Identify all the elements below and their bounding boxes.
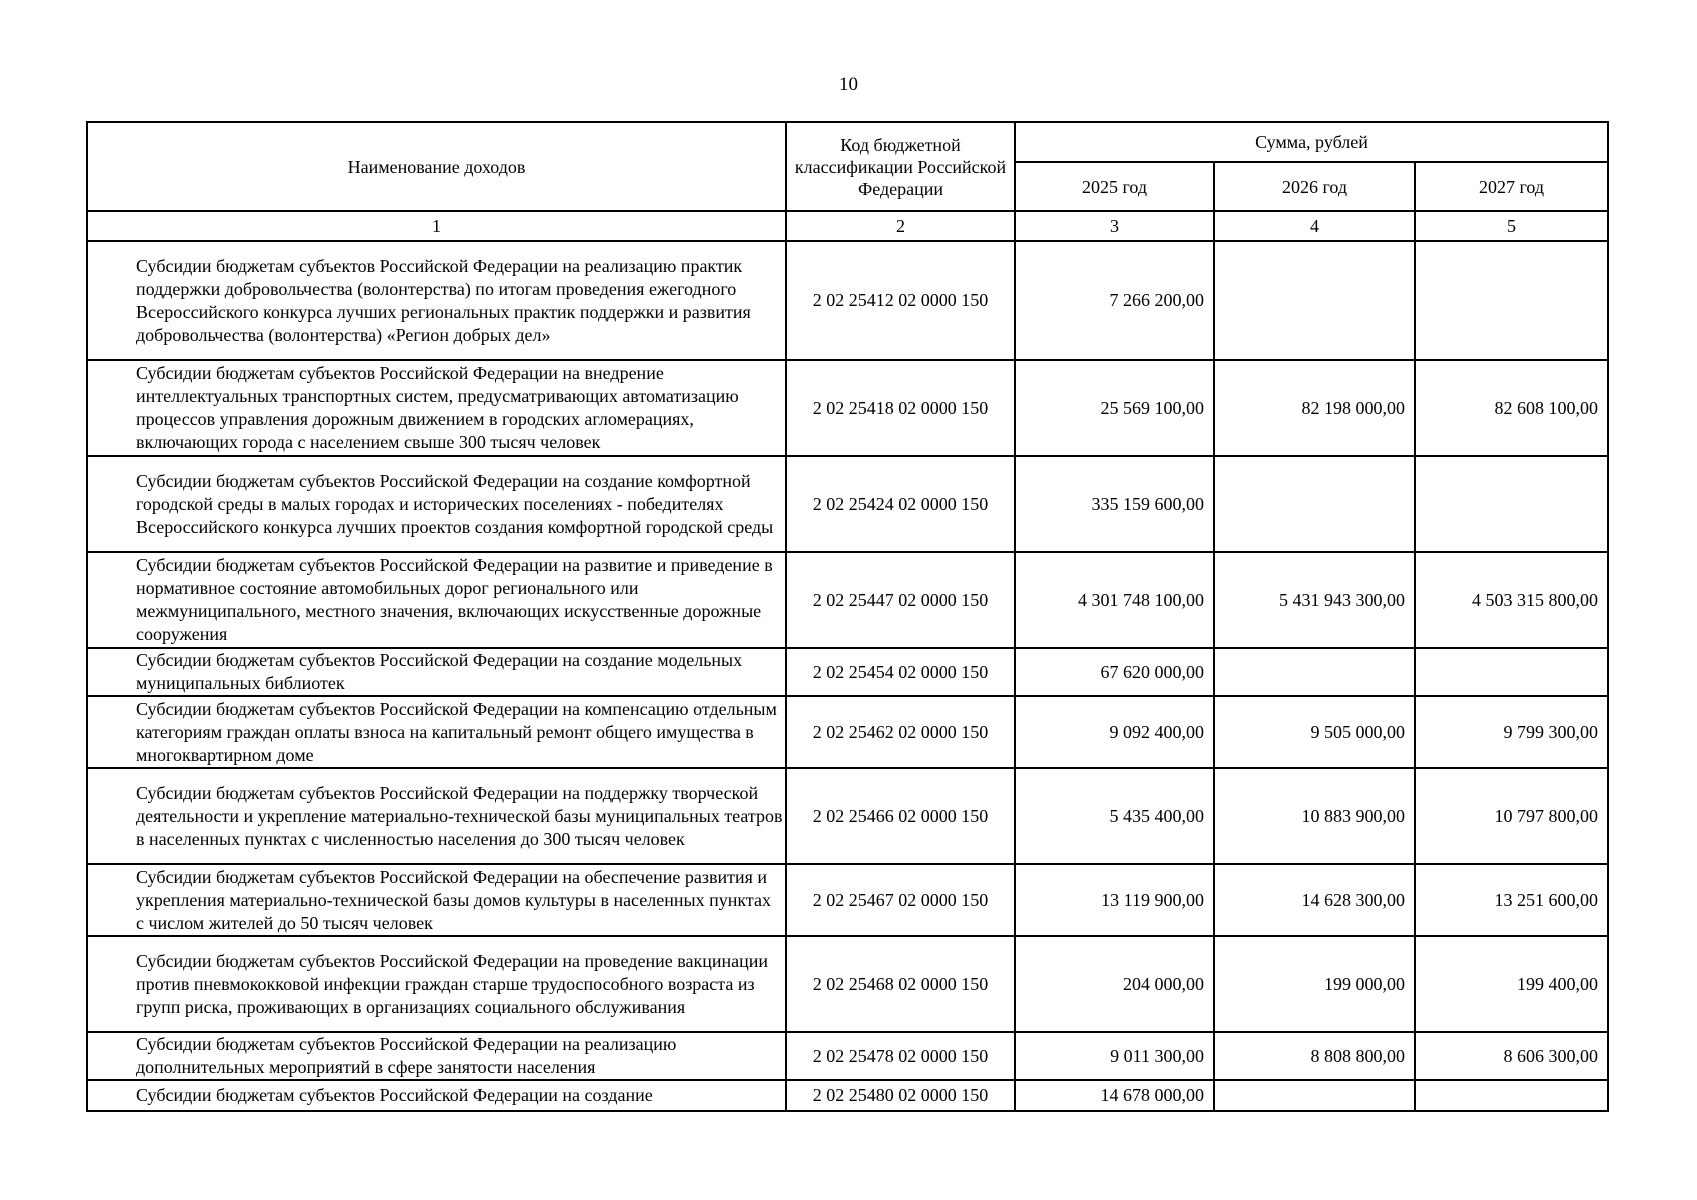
amount-2025: 25 569 100,00 [1015,360,1214,456]
budget-code: 2 02 25466 02 0000 150 [786,768,1015,864]
amount-2027: 82 608 100,00 [1415,360,1608,456]
income-name: Субсидии бюджетам субъектов Российской Федерации на поддержку творческой деятельности и укрепление материально-технической базы муниципальных театров в населенных пунктах с численностью населения до 300 тысяч человек [87,768,786,864]
table-row [87,1032,1608,1080]
income-name: Субсидии бюджетам субъектов Российской Федерации на обеспечение развития и укрепления материально-технической базы домов культуры в населенных пунктах с числом жителей до 50 тысяч человек [87,864,786,936]
table-row [87,241,1608,360]
header-sum: Сумма, рублей [1015,122,1608,162]
income-name: Субсидии бюджетам субъектов Российской Федерации на компенсацию отдельным категориям граждан оплаты взноса на капитальный ремонт общего имущества в многоквартирном доме [87,696,786,768]
income-name: Субсидии бюджетам субъектов Российской Федерации на создание модельных муниципальных библиотек [87,648,786,696]
amount-2027 [1415,1080,1608,1111]
amount-2027 [1415,456,1608,552]
budget-code: 2 02 25480 02 0000 150 [786,1080,1015,1111]
table-row [87,456,1608,552]
amount-2027: 199 400,00 [1415,936,1608,1032]
amount-2025: 13 119 900,00 [1015,864,1214,936]
amount-2025: 7 266 200,00 [1015,241,1214,360]
amount-2026: 10 883 900,00 [1214,768,1415,864]
amount-2027: 10 797 800,00 [1415,768,1608,864]
column-number: 3 [1015,211,1214,241]
amount-2025: 5 435 400,00 [1015,768,1214,864]
amount-2026 [1214,1080,1415,1111]
table-row [87,696,1608,768]
amount-2025: 204 000,00 [1015,936,1214,1032]
income-name: Субсидии бюджетам субъектов Российской Федерации на проведение вакцинации против пневмококковой инфекции граждан старше трудоспособного возраста из групп риска, проживающих в организациях социального обслуживания [87,936,786,1032]
amount-2027 [1415,241,1608,360]
table-row [87,864,1608,936]
income-name: Субсидии бюджетам субъектов Российской Федерации на создание комфортной городской среды в малых городах и исторических поселениях - победителях Всероссийского конкурса лучших проектов создания комфортной городской среды [87,456,786,552]
table-header [87,122,1608,241]
income-name: Субсидии бюджетам субъектов Российской Федерации на реализацию практик поддержки добровольчества (волонтерства) по итогам проведения ежегодного Всероссийского конкурса лучших региональных практик поддержки и развития добровольчества (волонтерства) «Регион добрых дел» [87,241,786,360]
column-number: 2 [786,211,1015,241]
income-name: Субсидии бюджетам субъектов Российской Федерации на создание [87,1080,786,1111]
amount-2025: 67 620 000,00 [1015,648,1214,696]
amount-2025: 9 092 400,00 [1015,696,1214,768]
column-number: 5 [1415,211,1608,241]
budget-code: 2 02 25412 02 0000 150 [786,241,1015,360]
table-row [87,936,1608,1032]
table-row [87,360,1608,456]
amount-2026 [1214,241,1415,360]
amount-2027: 13 251 600,00 [1415,864,1608,936]
column-number-row [87,211,1608,241]
amount-2026 [1214,456,1415,552]
header-income-name: Наименование доходов [87,122,786,211]
header-year-2027: 2027 год [1415,162,1608,211]
budget-code: 2 02 25468 02 0000 150 [786,936,1015,1032]
budget-code: 2 02 25454 02 0000 150 [786,648,1015,696]
amount-2025: 9 011 300,00 [1015,1032,1214,1080]
amount-2027: 4 503 315 800,00 [1415,552,1608,648]
income-table [86,121,1609,1112]
table-row [87,648,1608,696]
amount-2025: 14 678 000,00 [1015,1080,1214,1111]
income-name: Субсидии бюджетам субъектов Российской Федерации на внедрение интеллектуальных транспортных систем, предусматривающих автоматизацию процессов управления дорожным движением в городских агломерациях, включающих города с населением свыше 300 тысяч человек [87,360,786,456]
page-number: 10 [839,74,858,95]
header-year-2026: 2026 год [1214,162,1415,211]
amount-2026: 8 808 800,00 [1214,1032,1415,1080]
amount-2025: 335 159 600,00 [1015,456,1214,552]
budget-code: 2 02 25424 02 0000 150 [786,456,1015,552]
budget-code: 2 02 25447 02 0000 150 [786,552,1015,648]
amount-2027: 8 606 300,00 [1415,1032,1608,1080]
table-body [87,241,1608,1111]
budget-code: 2 02 25478 02 0000 150 [786,1032,1015,1080]
table-row [87,768,1608,864]
header-budget-code: Код бюджетной классификации Российской Федерации [786,122,1015,211]
income-name: Субсидии бюджетам субъектов Российской Федерации на реализацию дополнительных мероприятий в сфере занятости населения [87,1032,786,1080]
table-row [87,1080,1608,1111]
amount-2026: 82 198 000,00 [1214,360,1415,456]
amount-2026: 14 628 300,00 [1214,864,1415,936]
amount-2027: 9 799 300,00 [1415,696,1608,768]
amount-2025: 4 301 748 100,00 [1015,552,1214,648]
column-number: 4 [1214,211,1415,241]
budget-code: 2 02 25462 02 0000 150 [786,696,1015,768]
amount-2026: 9 505 000,00 [1214,696,1415,768]
column-number: 1 [87,211,786,241]
income-name: Субсидии бюджетам субъектов Российской Федерации на развитие и приведение в нормативное состояние автомобильных дорог регионального или межмуниципального, местного значения, включающих искусственные дорожные сооружения [87,552,786,648]
amount-2026: 5 431 943 300,00 [1214,552,1415,648]
amount-2026 [1214,648,1415,696]
table-row [87,552,1608,648]
amount-2026: 199 000,00 [1214,936,1415,1032]
header-year-2025: 2025 год [1015,162,1214,211]
budget-code: 2 02 25418 02 0000 150 [786,360,1015,456]
budget-code: 2 02 25467 02 0000 150 [786,864,1015,936]
amount-2027 [1415,648,1608,696]
